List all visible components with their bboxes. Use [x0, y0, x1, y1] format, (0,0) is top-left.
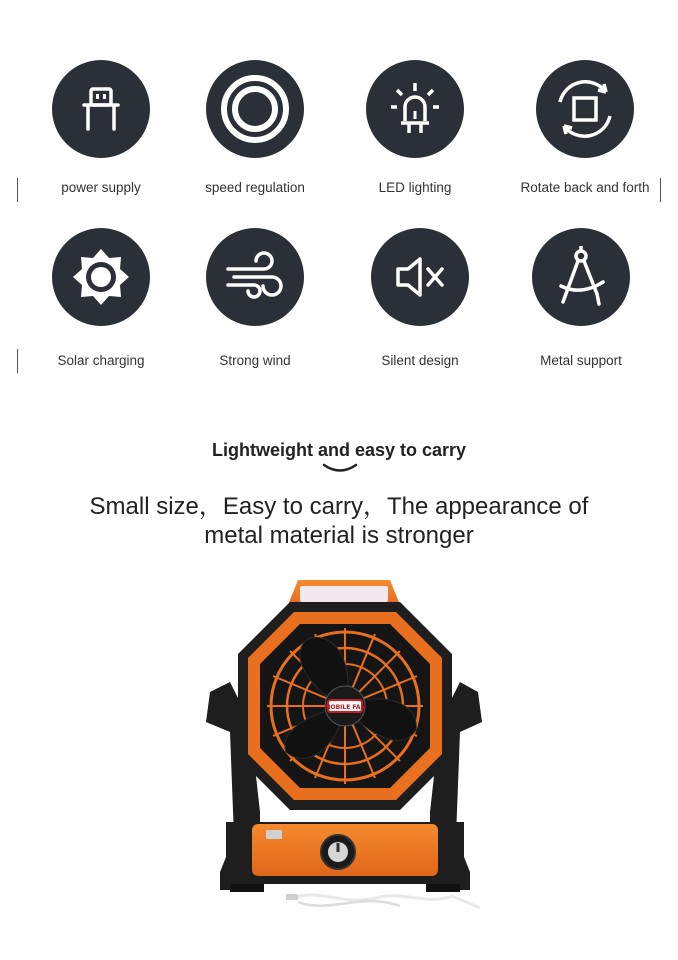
wind-icon [206, 228, 304, 326]
feature-silent-design [335, 228, 505, 368]
feature-metal-support [496, 228, 666, 368]
feature-label: Solar charging [57, 353, 145, 368]
feature-label: speed regulation [205, 180, 305, 195]
feature-label: Silent design [381, 353, 459, 368]
feature-label: Metal support [540, 353, 622, 368]
mute-speaker-icon [371, 228, 469, 326]
fan-badge-text: MOBILE FAN [324, 704, 366, 711]
divider [660, 178, 661, 202]
section-heading: Lightweight and easy to carry [211, 440, 467, 460]
feature-grid [0, 0, 678, 400]
usb-plug-icon [52, 60, 150, 158]
section-subtitle [0, 492, 678, 550]
sun-icon [52, 228, 150, 326]
subtitle-line-2: metal material is stronger [204, 522, 474, 549]
compass-icon [532, 228, 630, 326]
feature-label: power supply [61, 180, 141, 195]
divider [17, 178, 18, 202]
rotate-icon [536, 60, 634, 158]
feature-label: Rotate back and forth [520, 180, 650, 195]
speed-dial-icon [206, 60, 304, 158]
led-light-icon [366, 60, 464, 158]
feature-power-supply [16, 60, 186, 195]
fan-product-image [190, 572, 500, 932]
feature-strong-wind [170, 228, 340, 368]
feature-label: LED lighting [378, 180, 452, 195]
feature-speed-regulation [170, 60, 340, 195]
subtitle-line-1: Small size，Easy to carry，The appearance of [89, 493, 589, 520]
feature-solar-charging [16, 228, 186, 368]
feature-rotate [500, 60, 670, 195]
feature-led-lighting [330, 60, 500, 195]
feature-label: Strong wind [219, 353, 291, 368]
divider [17, 349, 18, 373]
smile-underline-icon [322, 462, 358, 476]
